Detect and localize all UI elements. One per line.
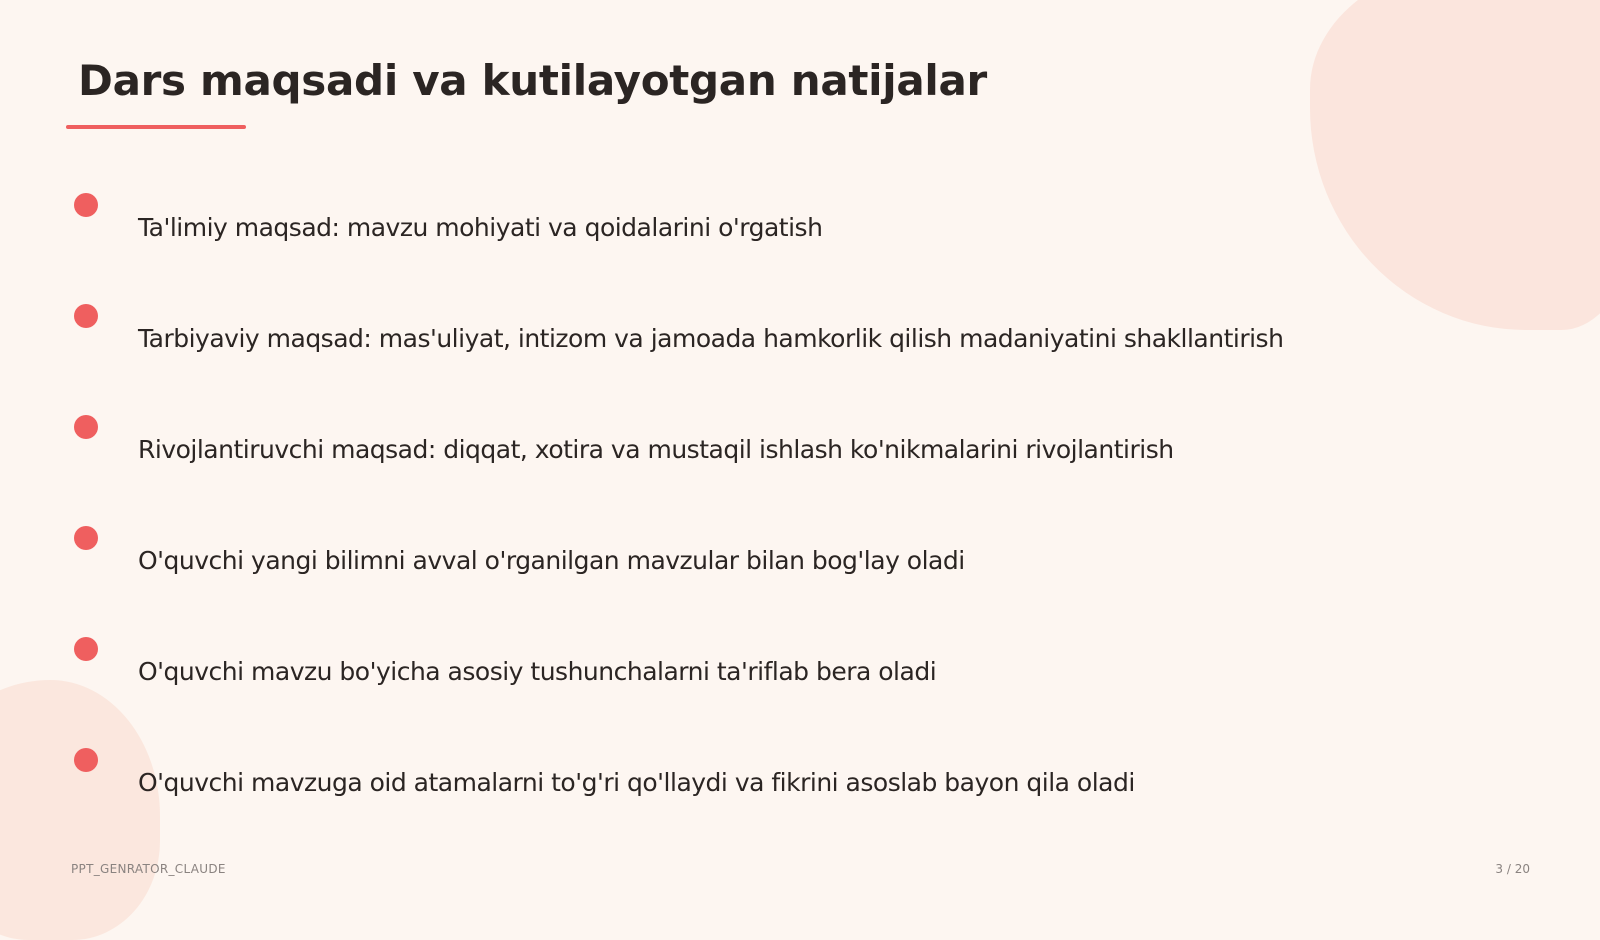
- bullet-item: [74, 193, 1374, 273]
- bullet-dot-icon: [74, 637, 98, 661]
- title-underline: [66, 125, 246, 129]
- decorative-blob-top-right: [1310, 0, 1600, 330]
- bullet-text: O'quvchi yangi bilimni avval o'rganilgan mavzular bilan bog'lay oladi: [138, 546, 965, 575]
- footer-brand: PPT_GENRATOR_CLAUDE: [71, 862, 226, 876]
- bullet-dot-icon: [74, 304, 98, 328]
- page-indicator: 3 / 20: [1495, 862, 1530, 876]
- bullet-item: [74, 526, 1374, 606]
- bullet-text: Rivojlantiruvchi maqsad: diqqat, xotira va mustaqil ishlash ko'nikmalarini rivojlantirish: [138, 435, 1174, 464]
- bullet-item: [74, 748, 1374, 828]
- bullet-text: Tarbiyaviy maqsad: mas'uliyat, intizom va jamoada hamkorlik qilish madaniyatini shakllantirish: [138, 324, 1284, 353]
- slide-title: Dars maqsadi va kutilayotgan natijalar: [78, 56, 987, 105]
- bullet-text: O'quvchi mavzu bo'yicha asosiy tushunchalarni ta'riflab bera oladi: [138, 657, 937, 686]
- bullet-dot-icon: [74, 748, 98, 772]
- bullet-text: O'quvchi mavzuga oid atamalarni to'g'ri qo'llaydi va fikrini asoslab bayon qila oladi: [138, 768, 1135, 797]
- bullet-item: [74, 637, 1374, 717]
- bullet-dot-icon: [74, 415, 98, 439]
- bullet-item: [74, 415, 1374, 495]
- bullet-dot-icon: [74, 193, 98, 217]
- bullet-item: [74, 304, 1374, 384]
- bullet-dot-icon: [74, 526, 98, 550]
- bullet-text: Ta'limiy maqsad: mavzu mohiyati va qoidalarini o'rgatish: [138, 213, 823, 242]
